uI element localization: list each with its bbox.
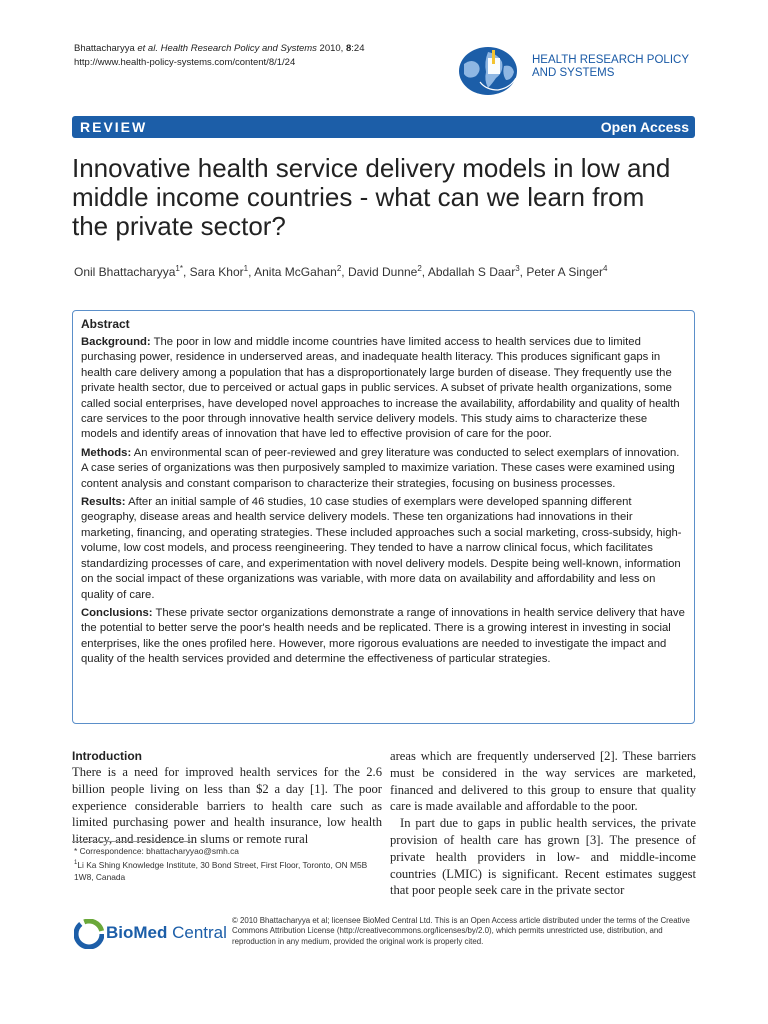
footnote: [74, 845, 374, 883]
affiliation: [74, 857, 374, 883]
body-column-left: [72, 748, 382, 848]
abstract-text: The poor in low and middle income countries have limited access to health services due to limited purchasing power, residence in underserved areas, and inadequate health literacy. This produces significant gaps in health care delivery among a population that has a disproportionately large burden of disease. They frequently use the private health sector, due to perceived or actual gaps in public services. A subset of private health organizations, some called social enterprises, have developed novel approaches to increase the availability, affordability and quality of health care services to the poor through innovative health service delivery models. This study aims to characterize these models and identify areas of innovation that have led to effective provision of care for the poor.: [81, 336, 680, 441]
article-type: REVIEW: [80, 119, 148, 135]
abstract-text: An environmental scan of peer-reviewed and grey literature was conducted to select exemplars of innovation. A case series of organizations was then purposively sampled to maximize variation. These cases were examined using content analysis and constant comparison to characterize their strategies, focusing on business processes.: [81, 446, 680, 490]
body-paragraph: areas which are frequently underserved [2]. These barriers must be considered in the way services are marketed, financed and delivered to this group to ensure that quality care is made available and affordable to the poor.: [390, 749, 696, 814]
author-name: David Dunne: [347, 265, 418, 279]
body-paragraph: In part due to gaps in public health services, the private provision of health care has grown [3]. The presence of private health providers in low- and middle-income countries (LMIC) is significant. Recent estimates suggest that poor people seek care in the private sector: [390, 816, 696, 898]
author-name: Sara Khor: [189, 265, 244, 279]
author-name: Anita McGahan: [254, 265, 337, 279]
author-name: Abdallah S Daar: [427, 265, 516, 279]
correspondence: * Correspondence: bhattacharyyao@smh.ca: [74, 846, 239, 856]
abstract-text: These private sector organizations demonstrate a range of innovations in health service delivery that have the potential to better serve the poor's health needs and be replicated. There is a growing interest in investing in social enterprises, like the ones profiled here. However, more rigorous evaluations are needed to investigate the impact and quality of the health services provided and determine the effectiveness of particular strategies.: [81, 606, 685, 666]
author-name: Peter A Singer: [526, 265, 604, 279]
citation-line: [74, 42, 364, 56]
abstract-methods: [81, 446, 686, 492]
affiliation-text: Li Ka Shing Knowledge Institute, 30 Bond Street, First Floor, Toronto, ON M5B 1W8, Canada: [74, 859, 368, 882]
journal-name-line1: HEALTH RESEARCH POLICY: [532, 54, 689, 66]
abstract-label: Results:: [81, 496, 126, 509]
footnote-divider: [72, 841, 192, 842]
review-bar: [72, 116, 695, 138]
author-affiliation-marker: 4: [603, 264, 608, 273]
open-access-label: Open Access: [600, 119, 689, 135]
citation-journal: et al. Health Research Policy and Systems: [137, 43, 317, 54]
abstract-conclusions: [81, 606, 686, 668]
globe-icon: [458, 44, 528, 96]
body-column-right: [390, 748, 696, 899]
biomed-wordmark-bold: BioMed: [106, 923, 168, 942]
body-paragraph: There is a need for improved health services for the 2.6 billion people living on less than $2 a day [1]. The poor experience considerable barriers to health care such as limited purchasing power and health insurance, low health literacy, and residence in slums or remote rural: [72, 765, 382, 847]
author-affiliation-marker: 2: [336, 264, 342, 273]
citation-authors: Bhattacharyya: [74, 43, 138, 54]
author-affiliation-marker: 3: [515, 264, 520, 273]
author-affiliation-marker: 2: [417, 264, 422, 273]
author-affiliation-marker: 1*: [175, 264, 183, 273]
license-text: © 2010 Bhattacharyya et al; licensee BioMed Central Ltd. This is an Open Access article distributed under the terms of the Creative Commons Attribution License (http://creativecommons.org/licenses/by/2.0), which permits unrestricted use, distribution, and reproduction in any medium, provided the original work is properly cited.: [232, 916, 690, 946]
section-heading: Introduction: [72, 749, 142, 763]
affiliation-marker: 1: [74, 860, 78, 866]
abstract-text: After an initial sample of 46 studies, 10 case studies of exemplars were developed spanning different geography, disease areas and health service delivery models. These ten organizations had innovations in their marketing, financing, and operating strategies. These included approaches such a social marketing, cross-subsidy, high-volume, low cost models, and process reengineering. They tended to have a narrow clinical focus, which facilitates standardizing processes of care, and experimentation with novel delivery models. Despite being well-known, information on the social impact of these organizations was variable, with more data on availability and affordability and less on quality of care.: [81, 496, 682, 601]
abstract-label: Background:: [81, 336, 151, 348]
journal-name: [532, 54, 689, 80]
biomed-wordmark-regular: Central: [167, 923, 227, 942]
abstract-label: Methods:: [81, 446, 132, 459]
citation-volume: 8: [345, 43, 352, 54]
article-title: Innovative health service delivery models in low and middle income countries - what can we learn from the private sector?: [72, 153, 671, 241]
citation-url[interactable]: http://www.health-policy-systems.com/content/8/1/24: [74, 57, 296, 68]
biomed-swirl-icon: [74, 919, 104, 949]
author-list: Onil Bhattacharyya$^{1*}$, Sara Khor$^1$, Anita McGahan$^2$, David Dunne$^2$, Abdallah S Daar$^3$, Peter A Singer$^4$: [74, 264, 608, 279]
journal-logo: [458, 44, 698, 96]
abstract-label: Conclusions:: [81, 606, 153, 619]
journal-name-line2: AND SYSTEMS: [532, 67, 615, 79]
abstract-heading: Abstract: [81, 317, 130, 331]
abstract-box: [72, 310, 695, 724]
citation-header: [74, 42, 364, 70]
citation-article: :24: [351, 43, 365, 54]
biomed-wordmark: [106, 923, 227, 943]
biomed-central-logo: [74, 918, 227, 950]
citation-year: 2010,: [316, 43, 346, 54]
abstract-results: [81, 495, 686, 603]
abstract-background: [81, 335, 686, 443]
author-affiliation-marker: 1: [243, 264, 249, 273]
author-name: Onil Bhattacharyya: [74, 265, 176, 279]
